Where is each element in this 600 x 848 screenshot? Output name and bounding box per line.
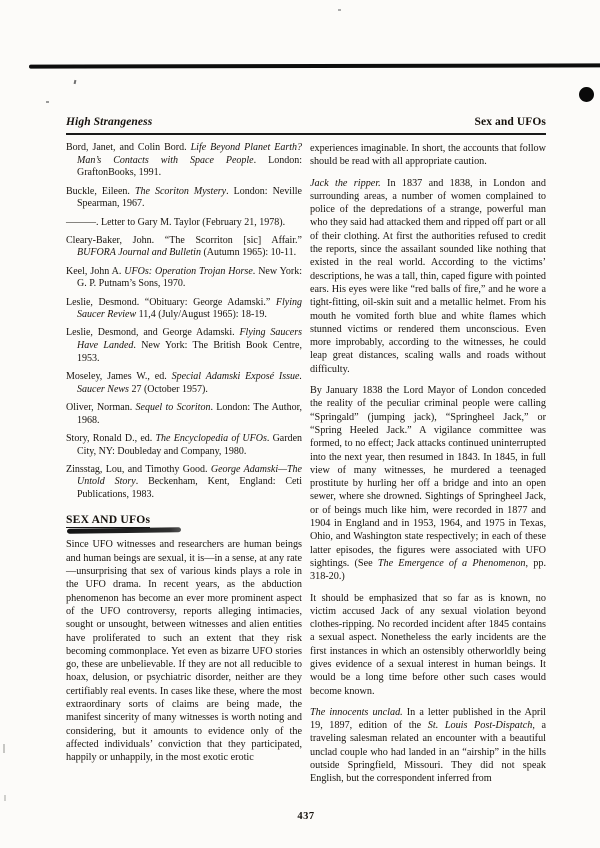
- running-head-right: Sex and UFOs: [474, 116, 546, 128]
- running-head: [66, 116, 546, 128]
- bibliography-entry: Moseley, James W., ed. Special Adamski Exposé Issue. Saucer News 27 (October 1957).: [66, 371, 302, 395]
- bibliography-entry: Cleary-Baker, John. “The Scorriton [sic] Affair.” BUFORA Journal and Bulletin (Autumn 1965): 10-11.: [66, 234, 302, 259]
- running-head-left: High Strangeness: [66, 116, 153, 128]
- right-column-body: [310, 142, 546, 786]
- scan-speck: [338, 9, 341, 11]
- left-column-body: [66, 538, 302, 764]
- section-heading-text: SEX AND UFOs: [66, 512, 151, 526]
- body-paragraph: experiences imaginable. In short, the accounts that follow should be read with all appropriate caution.: [310, 143, 546, 168]
- text-columns: [66, 142, 546, 786]
- body-paragraph: Since UFO witnesses and researchers are human beings and human beings are sexual, it is—in a sense, at any rate—unsurprising that sex of various kinds plays a role in the UFO drama. In recent years, as the abduction phenomenon has become an ever more prominent aspect of the UFO controversy, reports alleging intimacies, sought or unsought, between witnesses and alien entities have proliferated to such an extent that they risk becoming commonplace. Yet even as bizarre UFO stories go, these are unbelievable. If they are not all reducible to hoax, delusion, or psychiatric disorder, neither are they certifiably real events. In cases like these, where the most extraordinary sorts of claims are being made, the manifest sincerity of many witnesses is worth noting and considering, but it amounts to evidence only of the affected individuals’ conviction that they participated, happily or unhappily, in the most exotic erotic: [66, 539, 302, 764]
- scan-artifact-topline: [29, 63, 600, 68]
- body-paragraph: By January 1838 the Lord Mayor of London conceded the reality of the peculiar criminal people were calling “Springald” (jumping jack), “Springheel Jack,” or “Spring Heeled Jack.” A vigilance committee was formed, to no effect; Jack attacks continued uninterrupted into the next year, then resumed in 1843. In 1845, in full view of many witnesses, he murdered a teenaged prostitute by hurling her off a bridge and into an open sewer, where she drowned. Sightings of Springheel Jack, or of beings much like him, were recorded in 1877 and 1904 in England and in 1953, 1964, and 1975 in Texas, Ohio, and Washington state respectively; in each of these latter episodes, the figures were associated with UFO sightings. (See The Emergence of a Phenomenon, pp. 318-20.): [310, 385, 546, 583]
- bibliography-entry: Leslie, Desmond. “Obituary: George Adamski.” Flying Saucer Review 11,4 (July/August 1965): 18-19.: [66, 296, 302, 321]
- bibliography-entry: Zinsstag, Lou, and Timothy Good. George Adamski—The Untold Story. Beckenham, Kent, England: Ceti Publications, 1983.: [66, 463, 302, 501]
- bibliography-entry: Keel, John A. UFOs: Operation Trojan Horse. New York: G. P. Putnam’s Sons, 1970.: [66, 265, 302, 290]
- bibliography-list: [66, 142, 302, 502]
- bibliography-entry: Story, Ronald D., ed. The Encyclopedia of UFOs. Garden City, NY: Doubleday and Company, 1980.: [66, 432, 303, 457]
- bibliography-entry: Leslie, Desmond, and George Adamski. Flying Saucers Have Landed. New York: The British Book Centre, 1953.: [66, 327, 303, 364]
- left-column: [66, 142, 302, 786]
- right-column: [310, 142, 546, 786]
- bibliography-entry: Oliver, Norman. Sequel to Scoriton. London: The Author, 1968.: [66, 401, 303, 426]
- body-paragraph: Jack the ripper. In 1837 and 1838, in London and surrounding areas, a number of women complained to police of the depredations of a strange, powerful man who they said had attacked them and ripped off part or all of their clothing. At first the authorities refused to credit the reports, since the assailant sounded like nothing that existed in the real world. According to the victims’ descriptions, he was a tall, thin, caped figure with pointed ears. His eyes were like “red balls of fire,” and he wore a tight-fitting, oil-skin suit and a metallic helmet. From his mouth he vomited forth blue and white flames which stunned victims or rendered them unconscious. Even more improbably, according to the witnesses, he could leap great distances, scaling walls and roads without difficulty.: [310, 177, 546, 375]
- bibliography-entry: Bord, Janet, and Colin Bord. Life Beyond Planet Earth? Man’s Contacts with Space People. London: GraftonBooks, 1991.: [66, 142, 302, 179]
- page-number: 437: [297, 811, 315, 822]
- bibliography-entry: Buckle, Eileen. The Scoriton Mystery. London: Neville Spearman, 1967.: [66, 185, 302, 210]
- body-paragraph: The innocents unclad. In a letter published in the April 19, 1897, edition of the St. Louis Post-Dispatch, a traveling salesman related an encounter with a beautiful unclad couple who had landed in an “airship” in the hills outside Springfield, Missouri. They did not speak English, but the correspondent inferred from: [310, 706, 546, 785]
- section-heading: [66, 513, 302, 526]
- bibliography-entry: ———. Letter to Gary M. Taylor (February 21, 1978).: [66, 216, 286, 228]
- scan-speck: [3, 744, 5, 753]
- marker-underline-artifact: [67, 527, 181, 533]
- scan-speck: [4, 795, 6, 801]
- running-head-rule: [66, 133, 546, 135]
- scan-speck: [46, 101, 49, 103]
- scan-artifact-dot: [579, 87, 594, 102]
- scan-speck: [74, 80, 77, 84]
- body-paragraph: It should be emphasized that so far as is known, no victim accused Jack of any sexual violation beyond clothes-ripping. No recorded incident after 1845 contains a sexual aspect. Nonetheless the early incidents are the first instances in which an ostensibly otherworldly being gives evidence of a sexual interest in human beings. It would be a long time before other such cases would become known.: [310, 592, 546, 697]
